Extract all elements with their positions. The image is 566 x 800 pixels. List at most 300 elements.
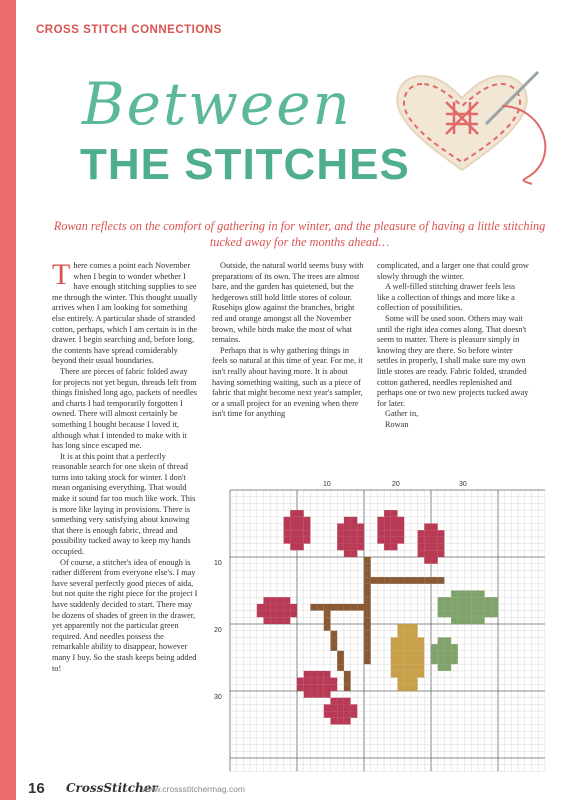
stem-stitch [364, 577, 371, 584]
rosehip-stitch [424, 524, 431, 531]
paragraph: Perhaps that is why gathering things in feels so natural at this time of year. For me, it isn't really about having more. It is about having something waiting, such as a piece of fabric that might become next year's sampler, or a small project for an evening when there isn't time for anything [212, 345, 363, 419]
rosehip-stitch [284, 604, 291, 611]
leaf-stitch [438, 658, 445, 665]
rosehip-stitch [431, 544, 438, 551]
rosehip-stitch [344, 550, 351, 557]
rosehip-stitch [384, 524, 391, 531]
stem-stitch [357, 604, 364, 611]
leaf-stitch [451, 644, 458, 651]
leaf-stitch [411, 671, 418, 678]
stem-stitch [364, 584, 371, 591]
leaf-stitch [404, 624, 411, 631]
rosehip-stitch [337, 530, 344, 537]
rosehip-stitch [424, 530, 431, 537]
leaf-stitch [465, 611, 472, 618]
leaf-stitch [391, 664, 398, 671]
rosehip-stitch [304, 684, 311, 691]
leaf-stitch [478, 611, 485, 618]
stem-stitch [364, 631, 371, 638]
rosehip-stitch [284, 617, 291, 624]
leaf-stitch [444, 637, 451, 644]
website-url: www.crossstitchermag.com [142, 784, 245, 794]
stem-stitch [324, 611, 331, 618]
rosehip-stitch [284, 537, 291, 544]
stem-stitch [364, 604, 371, 611]
rosehip-stitch [331, 718, 338, 725]
leaf-stitch [418, 644, 425, 651]
rosehip-stitch [264, 611, 271, 618]
leaf-stitch [444, 658, 451, 665]
stem-stitch [344, 604, 351, 611]
leaf-stitch [478, 591, 485, 598]
stem-stitch [364, 557, 371, 564]
rosehip-stitch [351, 704, 358, 711]
leaf-stitch [391, 651, 398, 658]
leaf-stitch [478, 597, 485, 604]
rosehip-stitch [304, 530, 311, 537]
title-script: Between [82, 70, 352, 138]
rosehip-stitch [297, 684, 304, 691]
leaf-stitch [485, 597, 492, 604]
leaf-stitch [451, 597, 458, 604]
leaf-stitch [451, 658, 458, 665]
leaf-stitch [485, 611, 492, 618]
stem-stitch [331, 631, 338, 638]
leaf-stitch [398, 658, 405, 665]
leaf-stitch [485, 604, 492, 611]
rosehip-stitch [344, 544, 351, 551]
stem-stitch [384, 577, 391, 584]
leaf-stitch [458, 597, 465, 604]
rosehip-stitch [431, 550, 438, 557]
leaf-stitch [451, 604, 458, 611]
rosehip-stitch [424, 537, 431, 544]
leaf-stitch [411, 678, 418, 685]
leaf-stitch [404, 644, 411, 651]
rosehip-stitch [317, 684, 324, 691]
leaf-stitch [411, 658, 418, 665]
leaf-stitch [404, 651, 411, 658]
leaf-stitch [398, 684, 405, 691]
leaf-stitch [471, 604, 478, 611]
leaf-stitch [458, 611, 465, 618]
leaf-stitch [458, 617, 465, 624]
rosehip-stitch [438, 550, 445, 557]
rosehip-stitch [297, 530, 304, 537]
leaf-stitch [451, 611, 458, 618]
rosehip-stitch [377, 537, 384, 544]
rosehip-stitch [398, 524, 405, 531]
rosehip-stitch [331, 684, 338, 691]
leaf-stitch [471, 591, 478, 598]
stem-stitch [331, 637, 338, 644]
stem-stitch [364, 624, 371, 631]
paragraph: There are pieces of fabric folded away for projects not yet begun, threads left from things finished long ago, packets of needles and charts I had temporarily forgotten I owned. There will almost certainly be something I bought because I loved it, although what I intended to make with it has long since escaped me. [52, 366, 197, 451]
rosehip-stitch [310, 671, 317, 678]
leaf-stitch [418, 664, 425, 671]
rosehip-stitch [418, 550, 425, 557]
stem-stitch [337, 658, 344, 665]
leaf-stitch [438, 611, 445, 618]
paragraph-text: here comes a point each November when I begin to wonder whether I have enough stitching supplies to see me through the winter. This thought usually arrives when I am looking for something else entirely. A particular shade of stranded cotton, perhaps, which I am certain is in the drawer. I begin searching and, before long, the contents have spread considerably beyond their usual boundaries. [52, 261, 198, 366]
leaf-stitch [398, 671, 405, 678]
stem-stitch [344, 678, 351, 685]
chart-label-left-30: 30 [214, 694, 222, 701]
stem-stitch [337, 664, 344, 671]
rosehip-stitch [264, 617, 271, 624]
leaf-stitch [491, 611, 498, 618]
section-tag: CROSS STITCH CONNECTIONS [36, 24, 222, 36]
stem-stitch [324, 624, 331, 631]
brand-logo: CrossStitcher [66, 781, 158, 795]
chart-label-top-10: 10 [323, 481, 331, 488]
leaf-stitch [444, 611, 451, 618]
leaf-stitch [478, 617, 485, 624]
rosehip-stitch [424, 544, 431, 551]
rosehip-stitch [304, 517, 311, 524]
rosehip-stitch [270, 597, 277, 604]
paragraph: Some will be used soon. Others may wait until the right idea comes along. That doesn't seem to matter. There is pleasure simply in knowing they are there. So before winter settles in properly, I shall make sure my own little stores are ready. Fabric folded, stranded cotton gathered, needles replenished and perhaps one or two new projects tucked away for later. [377, 313, 529, 408]
rosehip-stitch [277, 611, 284, 618]
leaf-stitch [451, 591, 458, 598]
rosehip-stitch [297, 537, 304, 544]
leaf-stitch [465, 617, 472, 624]
rosehip-stitch [297, 544, 304, 551]
rosehip-stitch [391, 544, 398, 551]
rosehip-stitch [331, 678, 338, 685]
rosehip-stitch [384, 537, 391, 544]
leaf-stitch [444, 597, 451, 604]
rosehip-stitch [290, 517, 297, 524]
rosehip-stitch [270, 604, 277, 611]
rosehip-stitch [344, 711, 351, 718]
stem-stitch [331, 604, 338, 611]
rosehip-stitch [337, 524, 344, 531]
rosehip-stitch [424, 550, 431, 557]
rosehip-stitch [297, 517, 304, 524]
leaf-stitch [398, 624, 405, 631]
stem-stitch [364, 597, 371, 604]
rosehip-stitch [337, 718, 344, 725]
chart-label-left-20: 20 [214, 627, 222, 634]
leaf-stitch [438, 637, 445, 644]
rosehip-stitch [431, 530, 438, 537]
rosehip-stitch [377, 530, 384, 537]
rosehip-stitch [357, 537, 364, 544]
paragraph: A well-filled stitching drawer feels less like a collection of things and more like a collection of possibilities. [377, 282, 516, 313]
rosehip-stitch [377, 517, 384, 524]
rosehip-stitch [344, 530, 351, 537]
stem-stitch [418, 577, 425, 584]
leaf-stitch [471, 617, 478, 624]
chart-label-left-10: 10 [214, 560, 222, 567]
leaf-stitch [411, 644, 418, 651]
paragraph: Of course, a stitcher's idea of enough is rather different from everyone else's. I may have several perfectly good pieces of aida, but not quite the right piece for the project I have suddenly decided to start. There may be dozens of shades of green in the drawer, yet apparently not the particular green required. And needles possess the remarkable ability to disappear, however many I buy. So the stash keeps being added to! [52, 557, 198, 673]
stem-stitch [364, 591, 371, 598]
stem-stitch [364, 570, 371, 577]
stem-stitch [324, 617, 331, 624]
leaf-stitch [471, 597, 478, 604]
rosehip-stitch [351, 530, 358, 537]
rosehip-stitch [297, 678, 304, 685]
paragraph [52, 258, 198, 367]
rosehip-stitch [384, 517, 391, 524]
stem-stitch [377, 577, 384, 584]
author-signature: Rowan [385, 419, 409, 429]
rosehip-stitch [344, 704, 351, 711]
leaf-stitch [438, 597, 445, 604]
title-main: THE STITCHES [80, 140, 410, 189]
leaf-stitch [418, 637, 425, 644]
rosehip-stitch [344, 718, 351, 725]
rosehip-stitch [357, 544, 364, 551]
rosehip-stitch [384, 544, 391, 551]
stem-stitch [438, 577, 445, 584]
sign-off: Gather in, [385, 409, 419, 419]
stem-stitch [364, 658, 371, 665]
rosehip-stitch [290, 530, 297, 537]
rosehip-stitch [344, 537, 351, 544]
rosehip-stitch [290, 537, 297, 544]
rosehip-stitch [351, 544, 358, 551]
leaf-stitch [431, 644, 438, 651]
stem-stitch [337, 604, 344, 611]
rosehip-stitch [304, 671, 311, 678]
leaf-stitch [391, 637, 398, 644]
rosehip-stitch [270, 611, 277, 618]
leaf-stitch [398, 651, 405, 658]
leaf-stitch [404, 678, 411, 685]
leaf-stitch [418, 671, 425, 678]
leaf-stitch [444, 664, 451, 671]
rosehip-stitch [284, 530, 291, 537]
leaf-stitch [404, 664, 411, 671]
leaf-stitch [418, 658, 425, 665]
leaf-stitch [398, 644, 405, 651]
cross-stitch-chart [212, 476, 550, 778]
rosehip-stitch [384, 530, 391, 537]
leaf-stitch [404, 631, 411, 638]
stem-stitch [344, 684, 351, 691]
rosehip-stitch [270, 617, 277, 624]
leaf-stitch [438, 664, 445, 671]
stem-stitch [364, 611, 371, 618]
rosehip-stitch [337, 544, 344, 551]
rosehip-stitch [324, 678, 331, 685]
leaf-stitch [391, 658, 398, 665]
rosehip-stitch [284, 524, 291, 531]
rosehip-stitch [277, 617, 284, 624]
leaf-stitch [411, 637, 418, 644]
stem-stitch [364, 617, 371, 624]
rosehip-stitch [324, 671, 331, 678]
rosehip-stitch [398, 537, 405, 544]
rosehip-stitch [290, 510, 297, 517]
rosehip-stitch [357, 530, 364, 537]
leaf-stitch [458, 604, 465, 611]
leaf-stitch [491, 604, 498, 611]
rosehip-stitch [290, 544, 297, 551]
paragraph: Outside, the natural world seems busy with preparations of its own. The trees are almost bare, and the garden has quietened, but the hedgerows still hold little stores of colour. Rosehips glow against the branches, bright red and orange amongst all the November brown, while birds make the most of what remains. [212, 261, 364, 345]
rosehip-stitch [337, 537, 344, 544]
leaf-stitch [411, 664, 418, 671]
rosehip-stitch [337, 704, 344, 711]
stem-stitch [317, 604, 324, 611]
stem-stitch [310, 604, 317, 611]
leaf-stitch [444, 604, 451, 611]
rosehip-stitch [304, 537, 311, 544]
leaf-stitch [404, 684, 411, 691]
rosehip-stitch [317, 691, 324, 698]
article-column-3 [377, 261, 529, 431]
rosehip-stitch [277, 597, 284, 604]
rosehip-stitch [418, 537, 425, 544]
leaf-stitch [391, 671, 398, 678]
rosehip-stitch [290, 611, 297, 618]
leaf-stitch [471, 611, 478, 618]
rosehip-stitch [331, 698, 338, 705]
page-number: 16 [28, 780, 45, 797]
rosehip-stitch [284, 517, 291, 524]
leaf-stitch [404, 637, 411, 644]
stem-stitch [398, 577, 405, 584]
rosehip-stitch [331, 711, 338, 718]
rosehip-stitch [377, 524, 384, 531]
leaf-stitch [478, 604, 485, 611]
rosehip-stitch [351, 711, 358, 718]
leaf-stitch [458, 591, 465, 598]
chart-label-top-20: 20 [392, 481, 400, 488]
leaf-stitch [411, 651, 418, 658]
rosehip-stitch [344, 524, 351, 531]
rosehip-stitch [257, 611, 264, 618]
rosehip-stitch [264, 604, 271, 611]
leaf-stitch [465, 604, 472, 611]
stem-stitch [364, 644, 371, 651]
rosehip-stitch [351, 517, 358, 524]
rosehip-stitch [310, 678, 317, 685]
heart-stitch-illustration [382, 66, 562, 196]
leaf-stitch [398, 631, 405, 638]
leaf-stitch [391, 644, 398, 651]
rosehip-stitch [277, 604, 284, 611]
standfirst: Rowan reflects on the comfort of gathering in for winter, and the pleasure of having a little stitching tucked away for the months ahead… [53, 219, 546, 249]
leaf-stitch [398, 664, 405, 671]
rosehip-stitch [337, 698, 344, 705]
leaf-stitch [398, 678, 405, 685]
rosehip-stitch [317, 671, 324, 678]
leaf-stitch [465, 591, 472, 598]
stem-stitch [411, 577, 418, 584]
leaf-stitch [451, 617, 458, 624]
watermark: PassionForum.ru [485, 783, 562, 794]
rosehip-stitch [324, 711, 331, 718]
rosehip-stitch [304, 691, 311, 698]
rosehip-stitch [337, 711, 344, 718]
stem-stitch [351, 604, 358, 611]
stem-stitch [404, 577, 411, 584]
article-column-2 [212, 261, 364, 420]
rosehip-stitch [344, 698, 351, 705]
rosehip-stitch [438, 530, 445, 537]
rosehip-stitch [391, 524, 398, 531]
rosehip-stitch [290, 524, 297, 531]
rosehip-stitch [431, 557, 438, 564]
rosehip-stitch [304, 524, 311, 531]
stem-stitch [331, 644, 338, 651]
stem-stitch [431, 577, 438, 584]
rosehip-stitch [431, 524, 438, 531]
rosehip-stitch [438, 544, 445, 551]
rosehip-stitch [331, 704, 338, 711]
leaf-stitch [444, 644, 451, 651]
article-column-1 [52, 258, 198, 674]
rosehip-stitch [398, 530, 405, 537]
stem-stitch [337, 651, 344, 658]
stem-stitch [364, 564, 371, 571]
stem-stitch [371, 577, 378, 584]
leaf-stitch [418, 651, 425, 658]
leaf-stitch [398, 637, 405, 644]
stem-stitch [391, 577, 398, 584]
rosehip-stitch [324, 691, 331, 698]
magazine-page [16, 0, 566, 800]
rosehip-stitch [297, 524, 304, 531]
rosehip-stitch [418, 530, 425, 537]
rosehip-stitch [297, 510, 304, 517]
rosehip-stitch [384, 510, 391, 517]
leaf-stitch [438, 604, 445, 611]
leaf-stitch [431, 651, 438, 658]
rosehip-stitch [284, 611, 291, 618]
rosehip-stitch [317, 678, 324, 685]
rosehip-stitch [391, 530, 398, 537]
chart-label-top-30: 30 [459, 481, 467, 488]
rosehip-stitch [310, 691, 317, 698]
stem-stitch [364, 637, 371, 644]
rosehip-stitch [284, 597, 291, 604]
leaf-stitch [431, 658, 438, 665]
rosehip-stitch [351, 524, 358, 531]
leaf-stitch [438, 644, 445, 651]
drop-cap: T [52, 258, 71, 291]
leaf-stitch [411, 631, 418, 638]
rosehip-stitch [431, 537, 438, 544]
leaf-stitch [444, 651, 451, 658]
rosehip-stitch [351, 550, 358, 557]
rosehip-stitch [418, 544, 425, 551]
stem-stitch [344, 671, 351, 678]
paragraph: It is at this point that a perfectly reasonable search for one skein of thread turns into taking stock for winter. I don't mean organising everything. That would make it sound far too much like work. This is more like laying in provisions. There is something very satisfying about knowing that there is enough fabric, thread and possibility tucked away to keep my hands occupied. [52, 451, 196, 557]
leaf-stitch [411, 684, 418, 691]
rosehip-stitch [257, 604, 264, 611]
rosehip-stitch [438, 537, 445, 544]
rosehip-stitch [398, 517, 405, 524]
leaf-stitch [404, 671, 411, 678]
rosehip-stitch [391, 537, 398, 544]
leaf-stitch [438, 651, 445, 658]
rosehip-stitch [391, 510, 398, 517]
stem-stitch [324, 604, 331, 611]
rosehip-stitch [324, 684, 331, 691]
stem-stitch [424, 577, 431, 584]
paragraph: complicated, and a larger one that could grow slowly through the winter. [377, 261, 529, 281]
leaf-stitch [411, 624, 418, 631]
rosehip-stitch [351, 537, 358, 544]
leaf-stitch [404, 658, 411, 665]
rosehip-stitch [310, 684, 317, 691]
stem-stitch [364, 651, 371, 658]
